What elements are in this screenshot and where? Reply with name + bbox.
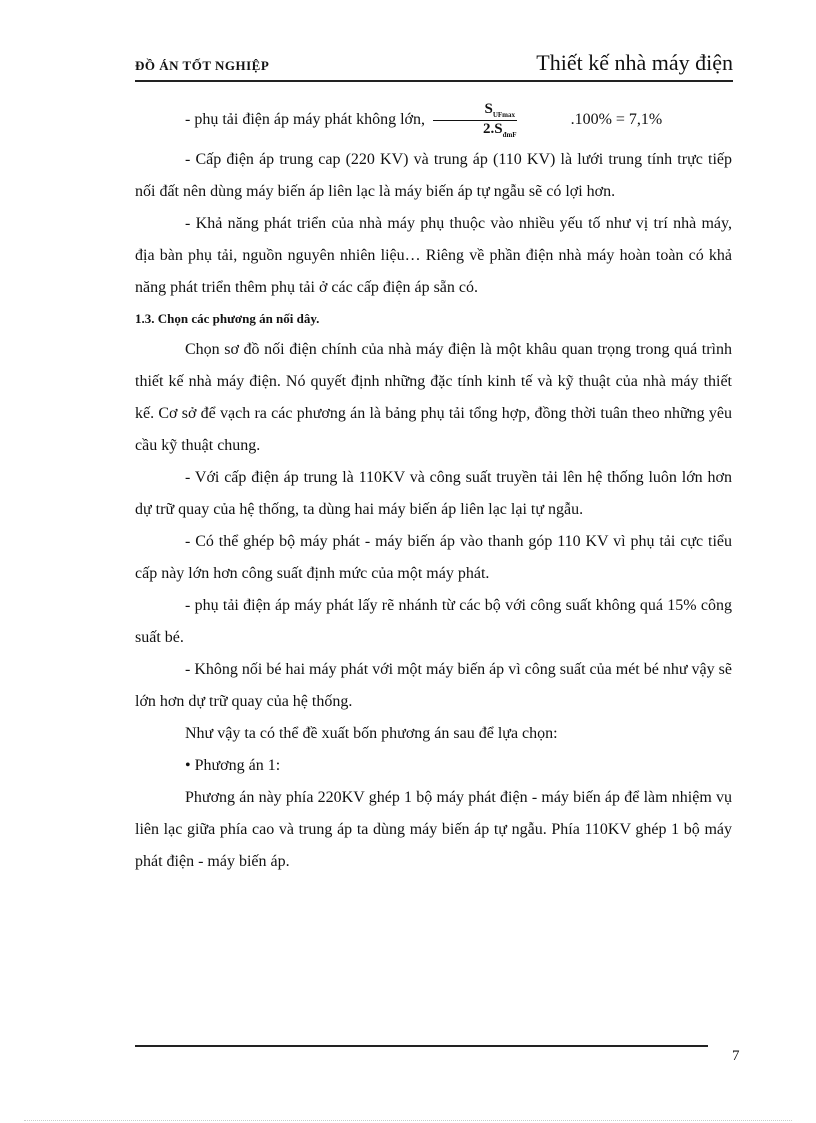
paragraph: Phương án này phía 220KV ghép 1 bộ máy phát điện - máy biến áp để làm nhiệm vụ liên lạc giữa phía cao và trung áp ta dùng máy biến áp tự ngẫu. Phía 110KV ghép 1 bộ máy phát điện - máy biến áp. <box>135 789 732 870</box>
bullet-heading: • Phương án 1: <box>185 757 281 774</box>
paragraph: - Khả năng phát triển của nhà máy phụ thuộc vào nhiều yếu tố như vị trí nhà máy, địa bàn phụ tải, nguồn nguyên nhiên liệu… Riêng về phần điện nhà máy hoàn toàn có khả năng phát triển thêm phụ tải ở các cấp điện áp sẵn có. <box>135 215 732 296</box>
fraction-denominator: $2.S_{đmF}$ <box>482 120 517 139</box>
page-number: 7 <box>732 1048 740 1064</box>
paragraph: - phụ tải điện áp máy phát lấy rẽ nhánh từ các bộ với công suất không quá 15% công suất bé. <box>135 597 732 646</box>
page-boundary-divider <box>24 1120 792 1121</box>
paragraph: - Có thể ghép bộ máy phát - máy biến áp vào thanh góp 110 KV vì phụ tải cực tiểu cấp này lớn hơn công suất định mức của một máy phát. <box>135 533 732 582</box>
fraction-numerator: $S_{UFmax}$ <box>433 101 518 121</box>
header-left-title: ĐỒ ÁN TỐT NGHIỆP <box>135 58 270 73</box>
document-body <box>135 96 732 878</box>
footer-rule <box>135 1045 708 1047</box>
paragraph: - Không nối bé hai máy phát với một máy biến áp vì công suất của mét bé như vậy sẽ lớn hơn dự trữ quay của hệ thống. <box>135 661 732 710</box>
page-header <box>135 46 733 82</box>
formula-suffix: .100% = 7,1% <box>570 111 663 128</box>
paragraph: Như vậy ta có thể đề xuất bốn phương án sau để lựa chọn: <box>185 725 558 742</box>
paragraph: - Với cấp điện áp trung là 110KV và công suất truyền tải lên hệ thống luôn lớn hơn dự trữ quay của hệ thống, ta dùng hai máy biến áp liên lạc lại tự ngẫu. <box>135 469 732 518</box>
paragraph: Chọn sơ đồ nối điện chính của nhà máy điện là một khâu quan trọng trong quá trình thiết kế nhà máy điện. Nó quyết định những đặc tính kinh tế và kỹ thuật của nhà máy thiết kế. Cơ sở để vạch ra các phương án là bảng phụ tải tổng hợp, đồng thời tuân theo những yêu cầu kỹ thuật chung. <box>135 341 732 454</box>
formula-prefix: - phụ tải điện áp máy phát không lớn, <box>185 111 425 128</box>
section-heading: 1.3. Chọn các phương án nối dây. <box>135 311 320 326</box>
header-right-title: Thiết kế nhà máy điện <box>536 50 733 75</box>
paragraph: - Cấp điện áp trung cap (220 KV) và trung áp (110 KV) là lưới trung tính trực tiếp nối đất nên dùng máy biến áp liên lạc là máy biến áp tự ngẫu sẽ có lợi hơn. <box>135 151 732 200</box>
formula-fraction <box>431 101 519 140</box>
formula-paragraph <box>135 96 732 144</box>
